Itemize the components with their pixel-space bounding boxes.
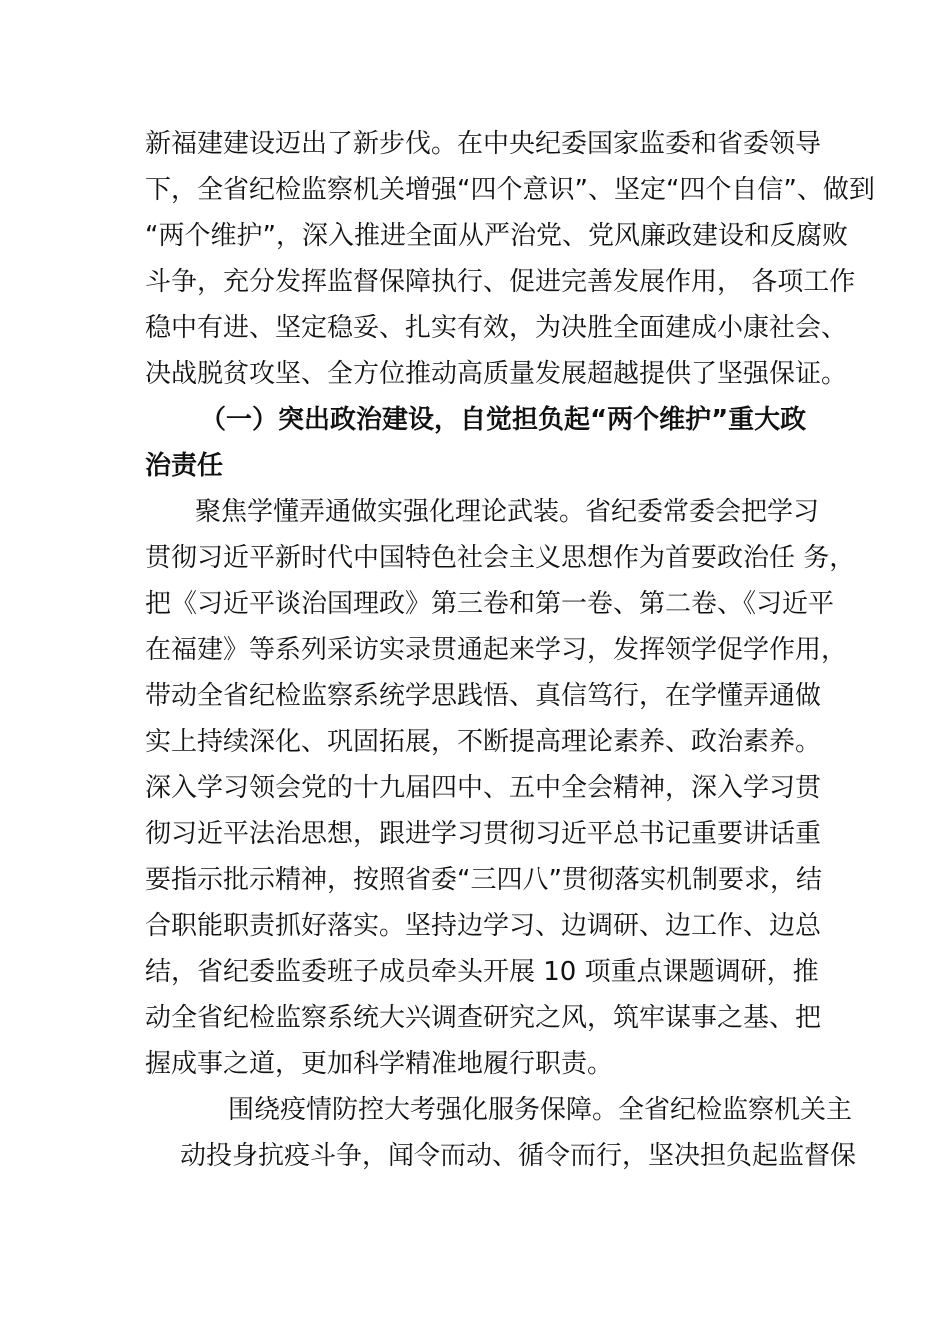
body-line: 新福建建设迈出了新步伐。在中央纪委国家监委和省委领导 [145, 129, 822, 159]
body-line: 实上持续深化、巩固拓展，不断提高理论素养、政治素养。 [145, 727, 822, 757]
paragraph-first-line: 聚焦学懂弄通做实强化理论武装。省纪委常委会把学习 [195, 497, 820, 527]
body-line: 动全省纪检监察系统大兴调查研究之风，筑牢谋事之基、把 [145, 1003, 822, 1033]
body-line: 在福建》等系列采访实录贯通起来学习，发挥领学促学作用， [145, 635, 848, 665]
body-line: 带动全省纪检监察系统学思践悟、真信笃行，在学懂弄通做 [145, 681, 822, 711]
body-line: 贯彻习近平新时代中国特色社会主义思想作为首要政治任 务， [145, 543, 856, 573]
section-heading: （一）突出政治建设，自觉担负起“两个维护”重大政 [200, 405, 807, 435]
body-line: 深入学习领会党的十九届四中、五中全会精神，深入学习贯 [145, 773, 822, 803]
body-line: 结，省纪委监委班子成员牵头开展 10 项重点课题调研，推 [145, 957, 819, 987]
body-line: 把《习近平谈治国理政》第三卷和第一卷、第二卷、《习近平 [145, 589, 835, 619]
body-line: 斗争，充分发挥监督保障执行、促进完善发展作用， 各项工作 [145, 267, 856, 297]
body-line: 握成事之道，更加科学精准地履行职责。 [145, 1049, 614, 1079]
body-line: 稳中有进、坚定稳妥、扎实有效，为决胜全面建成小康社会、 [145, 313, 848, 343]
section-heading-continuation: 治责任 [145, 451, 224, 481]
body-line: 下，全省纪检监察机关增强“四个意识”、坚定“四个自信”、做到 [145, 175, 875, 205]
body-line: 合职能职责抓好落实。坚持边学习、边调研、边工作、边总 [145, 911, 822, 941]
body-line: “两个维护”，深入推进全面从严治党、党风廉政建设和反腐败 [145, 221, 848, 251]
body-line: 决战脱贫攻坚、全方位推动高质量发展超越提供了坚强保证。 [145, 359, 848, 389]
body-line: 动投身抗疫斗争，闻令而动、循令而行，坚决担负起监督保 [180, 1141, 857, 1171]
paragraph-first-line: 围绕疫情防控大考强化服务保障。全省纪检监察机关主 [228, 1095, 853, 1125]
body-line: 彻习近平法治思想，跟进学习贯彻习近平总书记重要讲话重 [145, 819, 822, 849]
body-line: 要指示批示精神，按照省委“三四八”贯彻落实机制要求，结 [145, 865, 822, 895]
